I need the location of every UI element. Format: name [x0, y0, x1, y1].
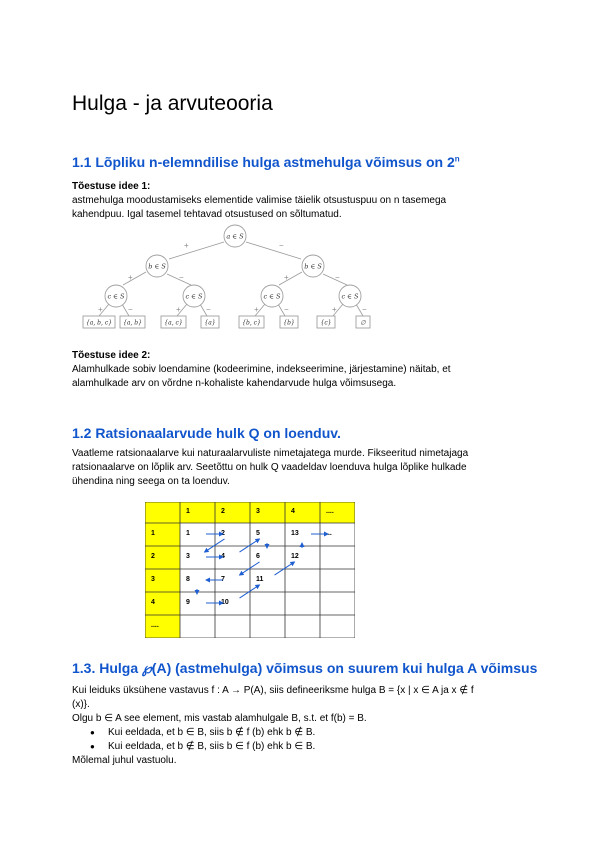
table-col-header: 3: [256, 508, 260, 515]
enumeration-arrow: [275, 562, 295, 575]
tree-leaf-label: {c}: [320, 319, 332, 327]
tree-leaf-label: {a, c}: [164, 319, 183, 327]
edge-label-minus: −: [284, 305, 289, 314]
section-heading-1-3-post: (A) (astmehulga) võimsus on suurem kui hulga A võimsus: [151, 660, 538, 676]
tree-edge: [123, 272, 146, 285]
tree-node-c-label: c ∈ S: [263, 292, 281, 301]
proof-idea-2-label: Tõestuse idee 2:: [72, 350, 151, 361]
tree-leaf-label: ∅: [360, 319, 366, 327]
table-row-header: 3: [151, 576, 155, 583]
section-1-2-line-3: ühendina ning seega on ta loenduv.: [72, 476, 230, 487]
tree-leaf-labels: [86, 320, 366, 327]
enumeration-arrow: [240, 585, 260, 598]
tree-edge: [279, 272, 302, 285]
section-1-3-line-3: Olgu b ∈ A see element, mis vastab alamhulgale B, s.t. et f(b) = B.: [72, 713, 367, 724]
edge-label-plus: +: [254, 305, 259, 314]
section-heading-1-1: [72, 154, 460, 170]
edge-label-plus: +: [284, 273, 289, 282]
tree-node-c-label: c ∈ S: [107, 292, 125, 301]
table-cell: 5: [256, 530, 260, 537]
proof-idea-2: [72, 349, 527, 391]
edge-label-minus: −: [335, 273, 340, 282]
rational-enumeration-table: [145, 502, 355, 638]
list-item: ● Kui eeldada, et b ∈ B, siis b ∉ f (b) ehk b ∉ B.: [90, 726, 527, 740]
tree-leaf-label: {b}: [283, 319, 295, 327]
table-cell: 8: [186, 576, 190, 583]
tree-edge: [169, 242, 224, 259]
table-row-header: 4: [151, 599, 155, 606]
table-row-header: 2: [151, 553, 155, 560]
edge-label-plus: +: [98, 305, 103, 314]
tree-edges: [99, 242, 363, 316]
page-title: Hulga - ja arvuteooria: [72, 92, 273, 115]
case-bullet-list: [90, 726, 527, 754]
enumeration-arrow: [240, 562, 260, 575]
tree-node-b-label: b ∈ S: [304, 262, 322, 271]
enumeration-arrow: [240, 539, 260, 552]
table-col-header: 4: [291, 508, 295, 515]
table-cell: 3: [186, 553, 190, 560]
section-heading-1-1-sup: n: [454, 154, 460, 164]
tree-edge-labels: [98, 241, 367, 314]
table-cell: 6: [256, 553, 260, 560]
table-row-header: 1: [151, 530, 155, 537]
edge-label-minus: −: [128, 305, 133, 314]
section-heading-1-3-pre: 1.3. Hulga: [72, 660, 143, 676]
edge-label-plus: +: [332, 305, 337, 314]
section-1-3-text: [72, 684, 527, 768]
table-cell: 4: [221, 553, 225, 560]
tree-leaf-label: {b, c}: [242, 319, 261, 327]
edge-label-plus: +: [184, 241, 189, 250]
table-cell: 1: [186, 530, 190, 537]
tree-leaf-label: {a}: [204, 319, 216, 327]
section-1-3-line-1: Kui leiduks üksühene vastavus f : A → P(A), siis defineeriksme hulga B = {x | x ∈ A ja x ∉ f: [72, 685, 474, 696]
tree-node-root-label: a ∈ S: [226, 232, 244, 241]
table-header-col-fill: [145, 502, 180, 638]
table-cell: 2: [221, 530, 225, 537]
tree-node-b-label: b ∈ S: [148, 262, 166, 271]
tree-leaf-label: {a, b}: [123, 319, 142, 327]
table-row-header: ....: [151, 622, 159, 629]
table-col-header: 2: [221, 508, 225, 515]
proof-idea-1: [72, 180, 527, 222]
table-cell: 10: [221, 599, 229, 606]
proof-idea-1-label: Tõestuse idee 1:: [72, 181, 151, 192]
section-heading-1-2: 1.2 Ratsionaalarvude hulk Q on loenduv.: [72, 425, 341, 441]
proof-idea-1-line-1: astmehulga moodustamiseks elementide valimise täielik otsustuspuu on n tasemega: [72, 195, 447, 206]
table-cell: ...: [326, 530, 332, 537]
table-cell: 9: [186, 599, 190, 606]
section-1-2-line-1: Vaatleme ratsionaalarve kui naturaalarvuliste nimetajatega murde. Fikseeritud nimetajaga: [72, 448, 469, 459]
powerset-symbol: ℘: [142, 661, 152, 677]
table-cell: 7: [221, 576, 225, 583]
table-col-header: 1: [186, 508, 190, 515]
table-cell: 11: [256, 576, 264, 583]
edge-label-minus: −: [179, 273, 184, 282]
tree-edge: [246, 242, 301, 259]
section-1-2-text: [72, 447, 527, 489]
edge-label-minus: −: [206, 305, 211, 314]
tree-leaf-label: {a, b, c}: [85, 319, 113, 327]
tree-node-c-label: c ∈ S: [341, 292, 359, 301]
section-heading-1-3: [72, 660, 537, 677]
enumeration-arrow: [205, 539, 225, 552]
section-heading-1-1-text: 1.1 Lõpliku n-elemndilise hulga astmehulga võimsus on 2: [72, 154, 455, 170]
decision-tree-diagram: [72, 222, 532, 334]
table-cell: 12: [291, 553, 299, 560]
proof-idea-1-line-2: kahendpuu. Igal tasemel tehtavad otsustused on sõltumatud.: [72, 209, 342, 220]
edge-label-plus: +: [176, 305, 181, 314]
list-item: ● Kui eeldada, et b ∉ B, siis b ∈ f (b) ehk b ∈ B.: [90, 740, 527, 754]
proof-idea-2-line-2: alamhulkade arv on võrdne n-kohaliste kahendarvude hulga võimsusega.: [72, 378, 397, 389]
proof-idea-2-line-1: Alamhulkade sobiv loendamine (kodeerimine, indekseerimine, järjestamine) näitab, et: [72, 364, 451, 375]
table-cell: 13: [291, 530, 299, 537]
tree-node-c-label: c ∈ S: [185, 292, 203, 301]
edge-label-plus: +: [128, 273, 133, 282]
edge-label-minus: −: [279, 241, 284, 250]
section-1-2-line-2: ratsionaalarve on lõplik arv. Seetõttu on hulk Q vaadeldav loenduva hulga lõplike hulkade: [72, 462, 467, 473]
table-col-header: ....: [326, 508, 334, 515]
edge-label-minus: −: [362, 305, 367, 314]
section-1-3-line-2: (x)}.: [72, 699, 90, 710]
section-1-3-conclusion: Mõlemal juhul vastuolu.: [72, 755, 177, 766]
enumeration-arrows: [197, 534, 328, 603]
